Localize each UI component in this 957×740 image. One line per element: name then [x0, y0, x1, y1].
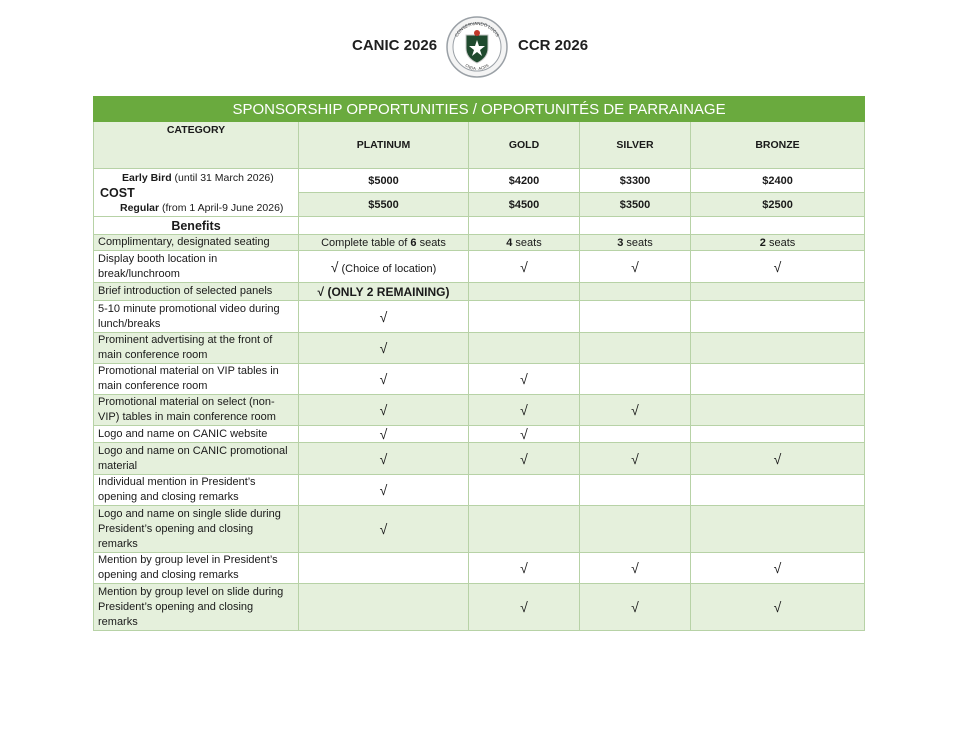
gold-check-cell: [469, 506, 580, 553]
header-canic: CANIC 2026: [352, 37, 438, 54]
platinum-check-cell: √: [299, 443, 469, 475]
silver-header: SILVER: [580, 122, 691, 169]
platinum-check-cell: √: [299, 506, 469, 553]
platinum-booth: √ (Choice of location): [299, 251, 469, 283]
silver-check-cell: √: [580, 553, 691, 584]
benefit-rows: [94, 301, 865, 631]
benefit-row: [94, 395, 865, 426]
silver-check-cell: [580, 364, 691, 395]
benefits-label: Benefits: [94, 217, 299, 235]
silver-booth: √: [580, 251, 691, 283]
platinum-check-cell: [299, 584, 469, 631]
cost-cell: [94, 169, 299, 217]
bronze-check-cell: √: [691, 553, 865, 584]
early-bird-row: [94, 169, 865, 193]
silver-check-cell: [580, 301, 691, 333]
platinum-check-cell: √: [299, 333, 469, 364]
bronze-check-cell: √: [691, 443, 865, 475]
gold-check-cell: √: [469, 553, 580, 584]
gold-check-cell: √: [469, 443, 580, 475]
silver-regular-price: $3500: [580, 193, 691, 217]
benefit-row: [94, 506, 865, 553]
benefit-label: Mention by group level in President’s opening and closing remarks: [94, 553, 299, 584]
silver-early-price: $3300: [580, 169, 691, 193]
benefit-label: Logo and name on single slide during President’s opening and closing remarks: [94, 506, 299, 553]
gold-check-cell: √: [469, 364, 580, 395]
seating-row: [94, 235, 865, 251]
gold-check-cell: √: [469, 426, 580, 443]
header-ccr: CCR 2026: [518, 37, 589, 54]
platinum-check-cell: √: [299, 426, 469, 443]
platinum-regular-price: $5500: [299, 193, 469, 217]
benefit-label: Individual mention in President’s opening and closing remarks: [94, 475, 299, 506]
benefit-row: [94, 301, 865, 333]
platinum-panels: √ (ONLY 2 REMAINING): [299, 283, 469, 301]
column-header-row: [94, 122, 865, 169]
gold-check-cell: [469, 301, 580, 333]
bronze-seating: 2 seats: [691, 235, 865, 251]
early-bird-note: (until 31 March 2026): [171, 172, 274, 184]
gold-check-cell: √: [469, 584, 580, 631]
bronze-check-cell: [691, 301, 865, 333]
bronze-check-cell: [691, 333, 865, 364]
bronze-check-cell: √: [691, 584, 865, 631]
benefits-header-row: [94, 217, 865, 235]
early-bird-label: Early Bird: [122, 172, 172, 184]
gold-early-price: $4200: [469, 169, 580, 193]
gold-check-cell: [469, 475, 580, 506]
benefit-row: [94, 364, 865, 395]
canic-logo: [446, 16, 508, 78]
benefit-label: Prominent advertising at the front of main conference room: [94, 333, 299, 364]
panels-row: [94, 283, 865, 301]
bronze-booth: √: [691, 251, 865, 283]
gold-check-cell: √: [469, 395, 580, 426]
silver-seating: 3 seats: [580, 235, 691, 251]
bronze-check-cell: [691, 475, 865, 506]
bronze-header: BRONZE: [691, 122, 865, 169]
table-title-row: [94, 97, 865, 122]
sponsorship-table-container: [93, 96, 864, 631]
bronze-check-cell: [691, 364, 865, 395]
benefit-row: [94, 333, 865, 364]
gold-check-cell: [469, 333, 580, 364]
benefit-label: Logo and name on CANIC promotional material: [94, 443, 299, 475]
panels-label: Brief introduction of selected panels: [94, 283, 299, 301]
platinum-check-cell: √: [299, 364, 469, 395]
benefit-label: 5-10 minute promotional video during lunch/breaks: [94, 301, 299, 333]
benefit-row: [94, 553, 865, 584]
cost-label: COST: [100, 186, 135, 200]
booth-label: Display booth location in break/lunchroom: [94, 251, 299, 283]
benefit-row: [94, 426, 865, 443]
silver-check-cell: [580, 333, 691, 364]
gold-regular-price: $4500: [469, 193, 580, 217]
gold-booth: √: [469, 251, 580, 283]
bronze-check-cell: [691, 395, 865, 426]
bronze-check-cell: [691, 506, 865, 553]
logo-bottom-text: CNDA · ACRS: [464, 62, 490, 72]
benefit-row: [94, 584, 865, 631]
platinum-check-cell: [299, 553, 469, 584]
gold-seating: 4 seats: [469, 235, 580, 251]
silver-check-cell: [580, 426, 691, 443]
silver-check-cell: √: [580, 584, 691, 631]
gold-header: GOLD: [469, 122, 580, 169]
benefit-label: Promotional material on VIP tables in main conference room: [94, 364, 299, 395]
table-title: SPONSORSHIP OPPORTUNITIES / OPPORTUNITÉS DE PARRAINAGE: [94, 97, 865, 122]
platinum-early-price: $5000: [299, 169, 469, 193]
sponsorship-table: [93, 96, 865, 631]
benefit-label: Promotional material on select (non-VIP) tables in main conference room: [94, 395, 299, 426]
regular-note: (from 1 April-9 June 2026): [159, 202, 284, 214]
silver-check-cell: [580, 475, 691, 506]
platinum-header: PLATINUM: [299, 122, 469, 169]
benefit-label: Mention by group level on slide during President’s opening and closing remarks: [94, 584, 299, 631]
category-header: CATEGORY: [94, 122, 299, 169]
regular-label: Regular: [120, 202, 160, 214]
silver-check-cell: √: [580, 443, 691, 475]
platinum-check-cell: √: [299, 395, 469, 426]
logo-top-text: CONSERVANDO LUCIS: [453, 20, 501, 38]
benefit-row: [94, 443, 865, 475]
bronze-check-cell: [691, 426, 865, 443]
silver-check-cell: √: [580, 395, 691, 426]
seating-label: Complimentary, designated seating: [94, 235, 299, 251]
bronze-regular-price: $2500: [691, 193, 865, 217]
booth-row: [94, 251, 865, 283]
silver-check-cell: [580, 506, 691, 553]
benefit-row: [94, 475, 865, 506]
bronze-early-price: $2400: [691, 169, 865, 193]
platinum-seating: Complete table of 6 seats: [299, 235, 469, 251]
platinum-check-cell: √: [299, 475, 469, 506]
platinum-check-cell: √: [299, 301, 469, 333]
benefit-label: Logo and name on CANIC website: [94, 426, 299, 443]
